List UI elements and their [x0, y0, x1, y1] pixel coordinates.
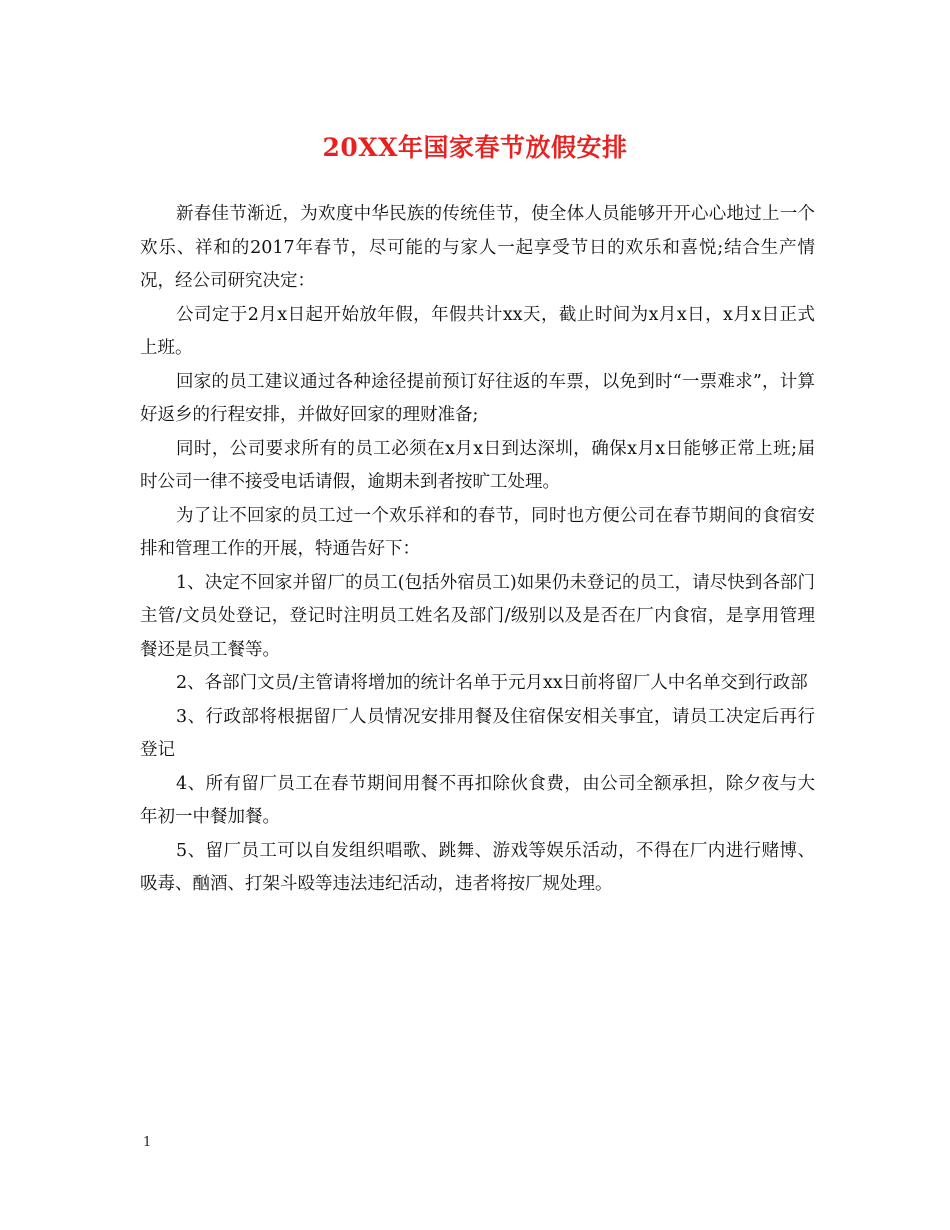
paragraph-item-2: 2、各部门文员/主管请将增加的统计名单于元月xx日前将留厂人中名单交到行政部 [176, 673, 808, 693]
document-body [140, 198, 815, 902]
paragraph-item-3: 3、行政部将根据留厂人员情况安排用餐及住宿保安相关事宜，请员工决定后再行登记 [140, 706, 815, 760]
paragraph-holiday-dates: 公司定于2月x日起开始放年假，年假共计xx天，截止时间为x月x日，x月x日正式上班。 [140, 304, 815, 358]
paragraph-item-1: 1、决定不回家并留厂的员工(包括外宿员工)如果仍未登记的员工，请尽快到各部门主管/文员处登记，登记时注明员工姓名及部门/级别以及是否在厂内食宿，是享用管理餐还是员工餐等。 [140, 572, 815, 660]
paragraph-item-4: 4、所有留厂员工在春节期间用餐不再扣除伙食费，由公司全额承担，除夕夜与大年初一中餐加餐。 [140, 773, 815, 827]
page-number: 1 [143, 1135, 152, 1150]
paragraph-staying-staff-intro: 为了让不回家的员工过一个欢乐祥和的春节，同时也方便公司在春节期间的食宿安排和管理工作的开展，特通告好下： [140, 505, 815, 559]
document-title: 20XX年国家春节放假安排 [322, 133, 628, 162]
paragraph-intro: 新春佳节渐近，为欢度中华民族的传统佳节，使全体人员能够开开心心地过上一个欢乐、祥和的2017年春节，尽可能的与家人一起享受节日的欢乐和喜悦;结合生产情况，经公司研究决定： [140, 204, 815, 291]
paragraph-travel-advice: 回家的员工建议通过各种途径提前预订好往返的车票，以免到时“一票难求”，计算好返乡的行程安排，并做好回家的理财准备; [140, 371, 815, 425]
paragraph-return-requirement: 同时，公司要求所有的员工必须在x月x日到达深圳，确保x月x日能够正常上班;届时公司一律不接受电话请假，逾期未到者按旷工处理。 [140, 438, 815, 492]
paragraph-item-5: 5、留厂员工可以自发组织唱歌、跳舞、游戏等娱乐活动，不得在厂内进行赌博、吸毒、酗酒、打架斗殴等违法违纪活动，违者将按厂规处理。 [140, 840, 815, 894]
